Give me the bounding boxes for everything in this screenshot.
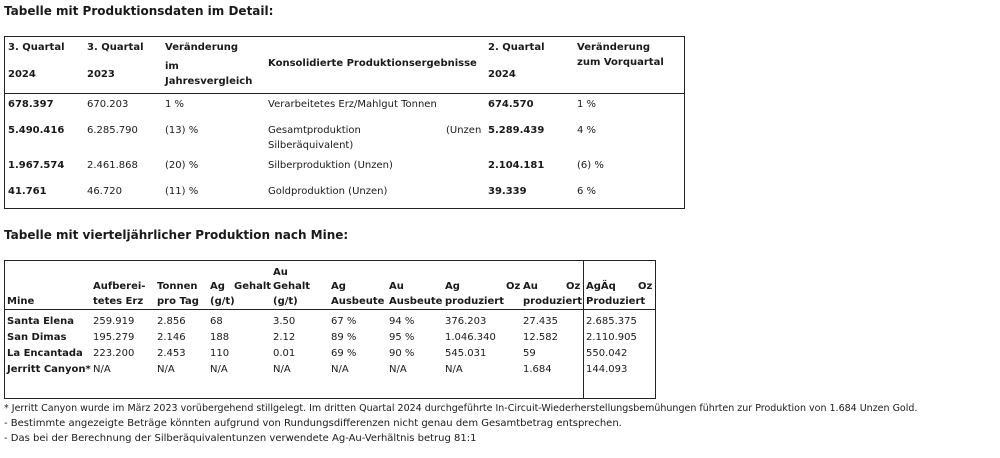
table-cell: 144.093 xyxy=(586,364,628,375)
table-cell: 27.435 xyxy=(523,316,558,327)
header-ore-line2: tetes Erz xyxy=(93,296,144,307)
mine-name: La Encantada xyxy=(7,348,83,359)
table-cell: 2.461.868 xyxy=(87,160,138,171)
table-cell: N/A xyxy=(93,364,111,375)
table-cell: 1.046.340 xyxy=(445,332,496,343)
table-cell: N/A xyxy=(445,364,463,375)
table-cell: (13) % xyxy=(165,125,199,136)
header-q3-2023-line2: 2023 xyxy=(87,69,115,80)
table-cell: 39.339 xyxy=(488,186,527,197)
table-cell: 4 % xyxy=(577,125,597,136)
header-qoq-line2: zum Vorquartal xyxy=(577,57,664,68)
table-cell: 59 xyxy=(523,348,536,359)
header-ore-line1: Aufberei- xyxy=(93,281,146,292)
table-cell: 89 % xyxy=(331,332,357,343)
table-cell: 68 xyxy=(210,316,223,327)
header-ageq-produced-line2: Produziert xyxy=(586,296,646,307)
table-cell: N/A xyxy=(389,364,407,375)
column-divider xyxy=(583,261,584,398)
header-mine: Mine xyxy=(7,296,35,307)
table-cell: 188 xyxy=(210,332,230,343)
header-q3-2024-line2: 2024 xyxy=(8,69,36,80)
header-au-grade-line3: (g/t) xyxy=(273,296,298,307)
table-cell: 2.453 xyxy=(157,348,186,359)
header-yoy-line1: Veränderung xyxy=(165,42,239,53)
header-au-produced-line1b: Oz xyxy=(566,281,581,292)
table-cell: N/A xyxy=(210,364,228,375)
header-q3-2023-line1: 3. Quartal xyxy=(87,42,144,53)
table-cell: 94 % xyxy=(389,316,415,327)
header-au-recovery-line1: Au xyxy=(389,281,404,292)
header-ag-recovery-line1: Ag xyxy=(331,281,346,292)
table-cell: 110 xyxy=(210,348,230,359)
header-yoy-line3: Jahresvergleich xyxy=(165,76,253,87)
header-q3-2024-line1: 3. Quartal xyxy=(8,42,65,53)
header-qoq-line1: Veränderung xyxy=(577,42,651,53)
table-cell: 95 % xyxy=(389,332,415,343)
table-cell: 674.570 xyxy=(488,99,534,110)
header-ag-produced-line1b: Oz xyxy=(506,281,521,292)
table-cell: 195.279 xyxy=(93,332,135,343)
table-cell: Goldproduktion (Unzen) xyxy=(268,186,388,197)
table-cell: 41.761 xyxy=(8,186,47,197)
table-cell: 545.031 xyxy=(445,348,487,359)
table-cell: 223.200 xyxy=(93,348,135,359)
table-cell: 2.104.181 xyxy=(488,160,545,171)
header-au-produced-line2: produziert xyxy=(523,296,582,307)
table-cell: 3.50 xyxy=(273,316,296,327)
mine-name: Santa Elena xyxy=(7,316,74,327)
table-cell: 6 % xyxy=(577,186,597,197)
mine-production-table xyxy=(4,260,656,399)
table-cell: 1.684 xyxy=(523,364,552,375)
header-au-produced-line1: Au xyxy=(523,281,538,292)
footnote-ratio: - Das bei der Berechnung der Silberäquivalentunzen verwendete Ag-Au-Verhältnis betrug 81:1 xyxy=(4,433,477,444)
production-details-table xyxy=(4,36,685,209)
table-cell: 2.685.375 xyxy=(586,316,637,327)
header-ag-grade-line1: Ag xyxy=(210,281,225,292)
table-cell: 90 % xyxy=(389,348,415,359)
table-cell: 6.285.790 xyxy=(87,125,138,136)
header-au-grade-line1: Au xyxy=(273,267,288,278)
table-cell: N/A xyxy=(273,364,291,375)
footnote-jerritt: * Jerritt Canyon wurde im März 2023 vorübergehend stillgelegt. Im dritten Quartal 2024 durchgeführte In-Circuit-Wiederherstellungsbemühungen führten zur Produktion von 1.684 Unzen Gold. xyxy=(4,403,918,414)
table-cell: 2.146 xyxy=(157,332,186,343)
table-cell: 1 % xyxy=(577,99,597,110)
mine-production-heading: Tabelle mit vierteljährlicher Produktion nach Mine: xyxy=(4,228,349,242)
table-cell: Gesamtproduktion xyxy=(268,125,361,136)
production-details-heading: Tabelle mit Produktionsdaten im Detail: xyxy=(4,4,274,18)
table-cell: Verarbeitetes Erz/Mahlgut Tonnen xyxy=(268,99,437,110)
table-cell: 550.042 xyxy=(586,348,628,359)
footnote-rounding: - Bestimmte angezeigte Beträge könnten aufgrund von Rundungsdifferenzen nicht genau dem Gesamtbetrag entsprechen. xyxy=(4,418,622,429)
header-q2-2024-line1: 2. Quartal xyxy=(488,42,545,53)
mine-name: Jerritt Canyon* xyxy=(7,364,91,375)
table-cell: 2.110.905 xyxy=(586,332,637,343)
table-cell: 1.967.574 xyxy=(8,160,65,171)
header-ag-grade-line1b: Gehalt xyxy=(234,281,272,292)
table-cell: N/A xyxy=(157,364,175,375)
table-cell: 67 % xyxy=(331,316,357,327)
header-ag-recovery-line2: Ausbeute xyxy=(331,296,385,307)
table-cell: 69 % xyxy=(331,348,357,359)
table-cell: Silberproduktion (Unzen) xyxy=(268,160,393,171)
table-cell: 5.490.416 xyxy=(8,125,65,136)
table-cell: 259.919 xyxy=(93,316,135,327)
table-cell: 376.203 xyxy=(445,316,487,327)
table-cell: 678.397 xyxy=(8,99,54,110)
table-cell: 5.289.439 xyxy=(488,125,545,136)
table-cell: 1 % xyxy=(165,99,185,110)
table-cell: 12.582 xyxy=(523,332,558,343)
table-cell: (Unzen xyxy=(446,125,482,136)
header-q2-2024-line2: 2024 xyxy=(488,69,516,80)
table-cell: (20) % xyxy=(165,160,199,171)
table-cell: (6) % xyxy=(577,160,604,171)
table-cell: N/A xyxy=(331,364,349,375)
table-cell: 2.856 xyxy=(157,316,186,327)
header-ageq-produced-line1b: Oz xyxy=(638,281,653,292)
mine-name: San Dimas xyxy=(7,332,67,343)
table-header-divider xyxy=(5,309,655,310)
header-ag-grade-line2: (g/t) xyxy=(210,296,235,307)
table-cell: 0.01 xyxy=(273,348,296,359)
header-au-recovery-line2: Ausbeute xyxy=(389,296,443,307)
table-cell: 46.720 xyxy=(87,186,122,197)
header-tpd-line2: pro Tag xyxy=(157,296,199,307)
header-au-grade-line2: Gehalt xyxy=(273,281,311,292)
table-cell: (11) % xyxy=(165,186,199,197)
header-metric: Konsolidierte Produktionsergebnisse xyxy=(268,58,477,69)
header-ag-produced-line1: Ag xyxy=(445,281,460,292)
header-yoy-line2: im xyxy=(165,61,179,72)
header-ageq-produced-line1: AgÄq xyxy=(586,281,616,292)
table-cell: 2.12 xyxy=(273,332,296,343)
table-header-divider xyxy=(5,93,684,94)
header-ag-produced-line2: produziert xyxy=(445,296,504,307)
table-cell: Silberäquivalent) xyxy=(268,140,354,151)
header-tpd-line1: Tonnen xyxy=(157,281,198,292)
table-cell: 670.203 xyxy=(87,99,129,110)
